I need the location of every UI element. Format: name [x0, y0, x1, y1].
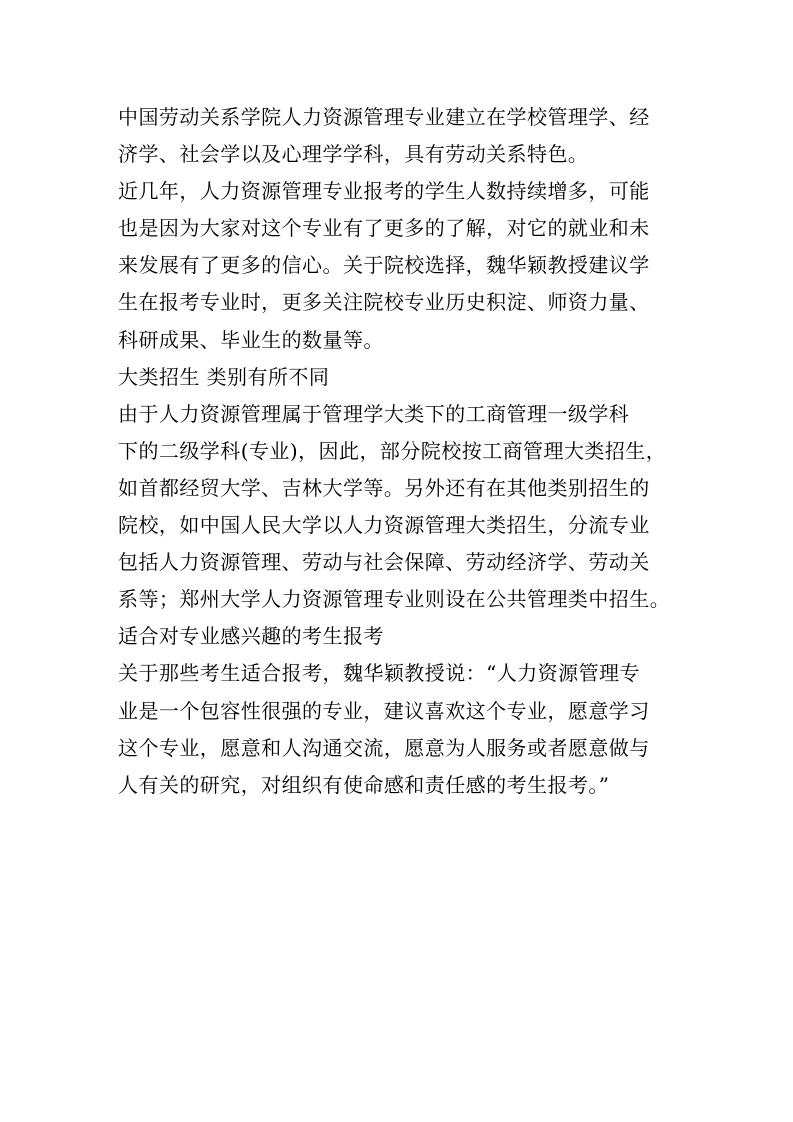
section-heading: 大类招生 类别有所不同	[118, 364, 330, 389]
text-line: 生在报考专业时，更多关注院校专业历史积淀、师资力量、	[118, 290, 650, 315]
text-line: 系等；郑州大学人力资源管理专业则设在公共管理类中招生。	[118, 587, 671, 612]
section-heading: 适合对专业感兴趣的考生报考	[118, 624, 384, 649]
article-body	[118, 99, 688, 804]
text-line: 科研成果、毕业生的数量等。	[118, 327, 384, 352]
text-line: 由于人力资源管理属于管理学大类下的工商管理一级学科	[118, 401, 630, 426]
text-line: 人有关的研究，对组织有使命感和责任感的考生报考。”	[118, 772, 610, 797]
text-line: 济学、社会学以及心理学学科，具有劳动关系特色。	[118, 142, 589, 167]
text-line: 中国劳动关系学院人力资源管理专业建立在学校管理学、经	[118, 105, 650, 129]
text-line: 这个专业，愿意和人沟通交流，愿意为人服务或者愿意做与	[118, 735, 650, 760]
text-line: 近几年，人力资源管理专业报考的学生人数持续增多，可能	[118, 179, 650, 204]
text-line: 来发展有了更多的信心。关于院校选择，魏华颖教授建议学	[118, 253, 650, 278]
text-line: 包括人力资源管理、劳动与社会保障、劳动经济学、劳动关	[118, 550, 650, 575]
text-line: 下的二级学科(专业)，因此，部分院校按工商管理大类招生，	[118, 438, 667, 463]
text-line: 业是一个包容性很强的专业，建议喜欢这个专业，愿意学习	[118, 698, 650, 723]
text-line: 关于那些考生适合报考，魏华颖教授说：“人力资源管理专	[118, 661, 640, 686]
text-line: 也是因为大家对这个专业有了更多的了解，对它的就业和未	[118, 216, 650, 241]
text-line: 如首都经贸大学、吉林大学等。另外还有在其他类别招生的	[118, 475, 650, 500]
text-line: 院校，如中国人民大学以人力资源管理大类招生，分流专业	[118, 513, 650, 538]
